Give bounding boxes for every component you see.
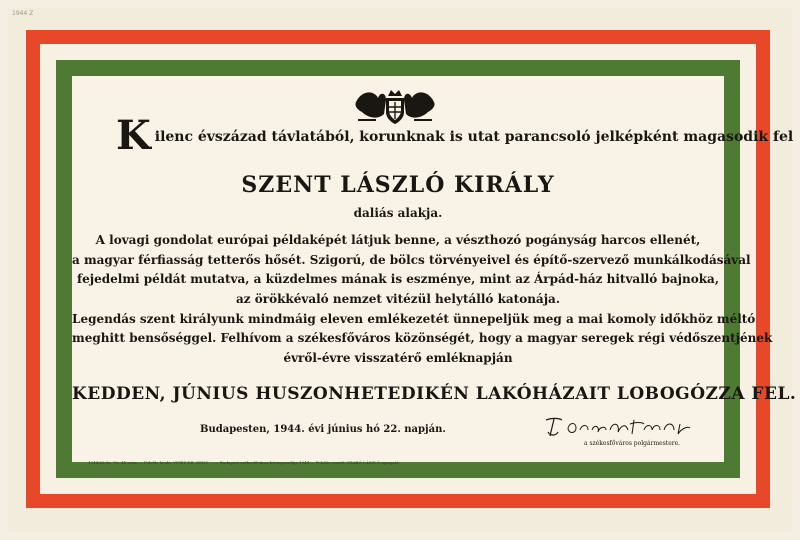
poster-subtitle: daliás alakja. xyxy=(353,206,443,220)
body-line: évről-évre visszatérő emléknapján xyxy=(283,351,513,365)
intro-line xyxy=(72,112,794,159)
printer-imprint: 1944/68.Sz. Nr. 44 szám — Felelős kiadó: VITÉZ DR. SZILY ... — Budapest székesfőváros házinyomdája 1944 — Felelős vezető: SZABÓ LÁSZLÓ igazgató xyxy=(88,460,399,465)
body-line: fejedelmi példát mutatva, a küzdelmes mának is eszménye, mint az Árpád-ház hitvalló bajnoka, xyxy=(77,272,719,286)
body-line: a magyar férfiasság tetterős hősét. Szigorú, de bölcs törvényeivel és építő-szervező munkálkodásával xyxy=(72,253,751,267)
poster-title: SZENT LÁSZLÓ KIRÁLY xyxy=(241,172,555,198)
body-line: az örökkévaló nemzet vitézül helytálló katonája. xyxy=(236,292,560,306)
mayor-title: a székesfőváros polgármestere. xyxy=(584,440,681,447)
date-line: Budapesten, 1944. évi június hó 22. napján. xyxy=(200,424,446,435)
signature-icon xyxy=(540,414,700,440)
body-line: A lovagi gondolat európai példaképét látjuk benne, a vészthozó pogányság harcos ellenét, xyxy=(95,233,701,247)
body-line: meghitt bensőséggel. Felhívom a székesfőváros közönségét, hogy a magyar seregek régi védőszentjének xyxy=(72,331,773,345)
intro-initial: K xyxy=(116,112,151,159)
headline: KEDDEN, JÚNIUS HUSZONHETEDIKÉN LAKÓHÁZAIT LOBOGÓZZA FEL. xyxy=(72,384,797,404)
intro-text: ilenc évszázad távlatából, korunknak is utat parancsoló jelképként magasodik fel xyxy=(154,129,794,145)
body-line: Legendás szent királyunk mindmáig eleven emlékezetét ünnepeljük meg a mai komoly időkhöz méltó xyxy=(72,312,756,326)
corner-mark: 1944 Z xyxy=(12,10,34,17)
